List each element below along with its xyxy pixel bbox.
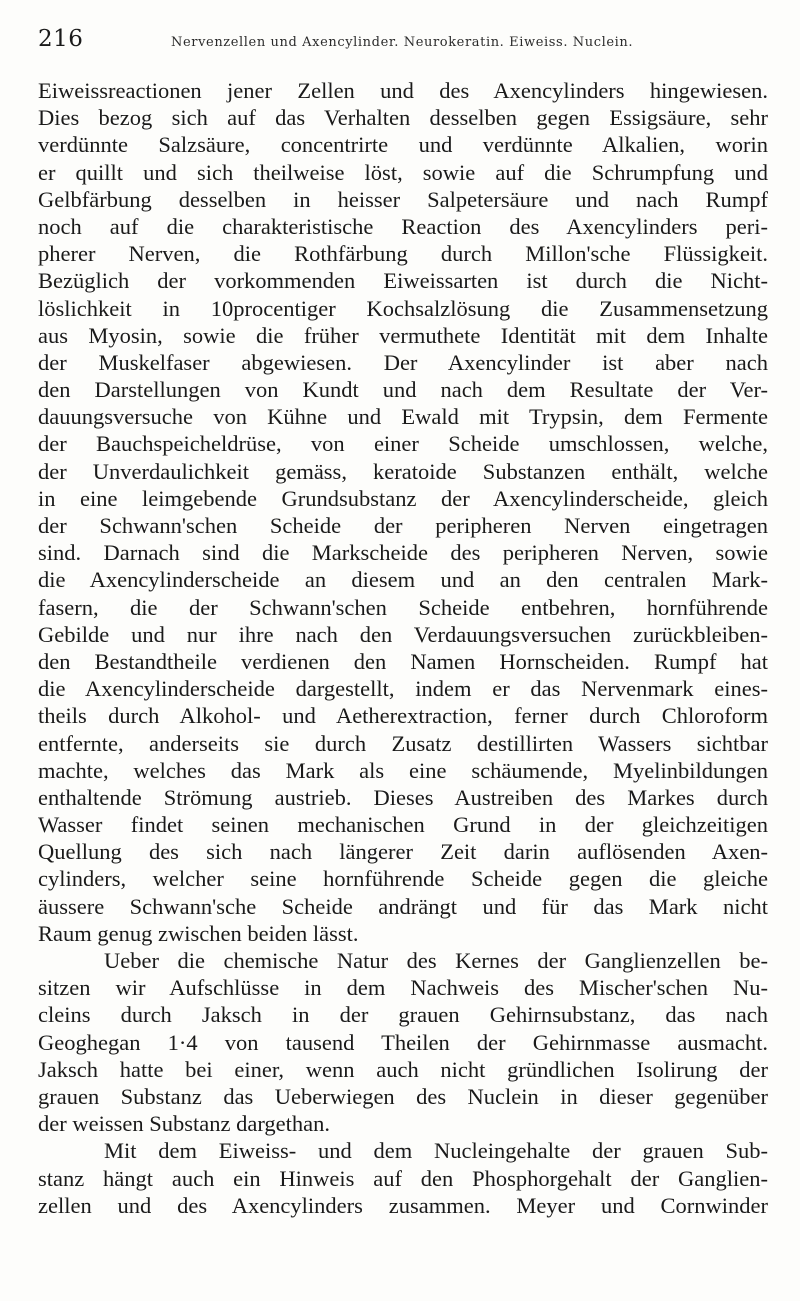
text-line: verdünnte Salzsäure, concentrirte und verdünnte Alkalien, worin [38, 132, 768, 158]
text-line: sitzen wir Aufschlüsse in dem Nachweis des Mischer'schen Nu- [38, 975, 768, 1001]
text-line: stanz hängt auch ein Hinweis auf den Phosphorgehalt der Ganglien- [38, 1165, 768, 1191]
text-line: theils durch Alkohol- und Aetherextraction, ferner durch Chloroform [38, 703, 768, 729]
text-line: Gebilde und nur ihre nach den Verdauungsversuchen zurückbleiben- [38, 621, 768, 647]
page-number: 216 [38, 26, 84, 52]
text-line: den Darstellungen von Kundt und nach dem Resultate der Ver- [38, 377, 768, 403]
text-line: fasern, die der Schwann'schen Scheide entbehren, hornführende [38, 594, 768, 620]
text-line: äussere Schwann'sche Scheide andrängt und für das Mark nicht [38, 893, 768, 919]
text-line: Jaksch hatte bei einer, wenn auch nicht gründlichen Isolirung der [38, 1056, 768, 1082]
text-line: der Muskelfaser abgewiesen. Der Axencylinder ist aber nach [38, 349, 768, 375]
text-line: er quillt und sich theilweise löst, sowie auf die Schrumpfung und [38, 159, 768, 185]
paragraph-end-line: Raum genug zwischen beiden lässt. [38, 920, 359, 946]
text-line: aus Myosin, sowie die früher vermuthete Identität mit dem Inhalte [38, 322, 768, 348]
text-line: enthaltende Strömung austrieb. Dieses Austreiben des Markes durch [38, 784, 768, 810]
text-line: cleins durch Jaksch in der grauen Gehirnsubstanz, das nach [38, 1002, 768, 1028]
text-line: Quellung des sich nach längerer Zeit darin auflösenden Axen- [38, 839, 768, 865]
body-text [38, 77, 768, 1219]
text-line: grauen Substanz das Ueberwiegen des Nuclein in dieser gegenüber [38, 1083, 768, 1109]
text-line: Eiweissreactionen jener Zellen und des Axencylinders hingewiesen. [38, 78, 768, 103]
text-line: zellen und des Axencylinders zusammen. Meyer und Cornwinder [38, 1192, 768, 1218]
text-line: Gelbfärbung desselben in heisser Salpetersäure und nach Rumpf [38, 186, 768, 212]
text-line: Geoghegan 1·4 von tausend Theilen der Gehirnmasse ausmacht. [38, 1029, 768, 1055]
text-line: cylinders, welcher seine hornführende Scheide gegen die gleiche [38, 866, 768, 892]
paragraph-start-line: Ueber die chemische Natur des Kernes der Ganglienzellen be- [104, 948, 768, 973]
text-line: der Unverdaulichkeit gemäss, keratoide Substanzen enthält, welche [38, 458, 768, 484]
text-line: noch auf die charakteristische Reaction des Axencylinders peri- [38, 213, 768, 239]
text-line: entfernte, anderseits sie durch Zusatz destillirten Wassers sichtbar [38, 730, 768, 756]
text-line: die Axencylinderscheide an diesem und an den centralen Mark- [38, 567, 768, 593]
text-line: der Bauchspeicheldrüse, von einer Scheide umschlossen, welche, [38, 431, 768, 457]
text-line: pherer Nerven, die Rothfärbung durch Millon'sche Flüssigkeit. [38, 241, 768, 267]
text-line: Dies bezog sich auf das Verhalten desselben gegen Essigsäure, sehr [38, 105, 768, 131]
text-line: machte, welches das Mark als eine schäumende, Myelinbildungen [38, 757, 768, 783]
text-line: der Schwann'schen Scheide der peripheren Nerven eingetragen [38, 513, 768, 538]
text-line: Wasser findet seinen mechanischen Grund in der gleichzeitigen [38, 812, 768, 838]
text-line: dauungsversuche von Kühne und Ewald mit Trypsin, dem Fermente [38, 404, 768, 430]
running-title: Nervenzellen und Axencylinder. Neurokeratin. Eiweiss. Nuclein. [171, 35, 634, 50]
text-line: sind. Darnach sind die Markscheide des peripheren Nerven, sowie [38, 540, 768, 566]
text-line: Bezüglich der vorkommenden Eiweissarten ist durch die Nicht- [38, 268, 768, 294]
text-line: die Axencylinderscheide dargestellt, indem er das Nervenmark eines- [38, 676, 768, 702]
text-line: löslichkeit in 10procentiger Kochsalzlösung die Zusammensetzung [38, 295, 768, 321]
text-line: den Bestandtheile verdienen den Namen Hornscheiden. Rumpf hat [38, 648, 768, 674]
paragraph-start-line: Mit dem Eiweiss- und dem Nucleingehalte der grauen Sub- [104, 1138, 768, 1164]
paragraph-end-line: der weissen Substanz dargethan. [38, 1111, 331, 1137]
running-header [38, 26, 770, 66]
text-line: in eine leimgebende Grundsubstanz der Axencylinderscheide, gleich [38, 485, 768, 511]
